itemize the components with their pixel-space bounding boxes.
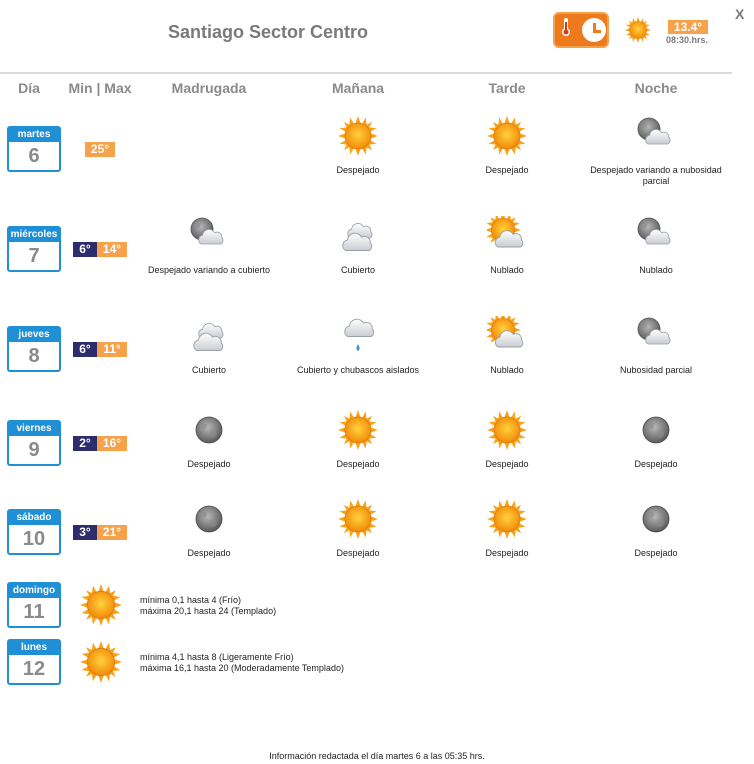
forecast-cell-tarde [437, 316, 577, 376]
calendar-day [7, 639, 61, 685]
forecast-label: Nublado [490, 265, 524, 275]
col-header-noche: Noche [634, 80, 678, 96]
day-name: martes [9, 128, 59, 142]
cloud-icon [338, 216, 378, 256]
min-temp: 2° [73, 436, 97, 451]
forecast-cell-noche [586, 316, 726, 376]
day-name: domingo [9, 584, 59, 598]
calendar-day [7, 420, 61, 466]
forecast-label: Despejado [485, 165, 529, 175]
cloud-icon [189, 316, 229, 356]
forecast-label: Cubierto y chubascos aislados [296, 365, 420, 375]
min-max-badge [73, 525, 127, 540]
sun-icon [625, 17, 651, 43]
sun-icon [487, 410, 527, 450]
calendar-day [7, 126, 61, 172]
current-temp-badge: 13.4° [668, 20, 708, 34]
min-max-badge [73, 242, 127, 257]
forecast-label: Despejado [336, 459, 380, 469]
forecast-cell-noche [586, 116, 726, 187]
min-temp: 6° [73, 342, 97, 357]
forecast-cell-manana [288, 116, 428, 176]
extended-summary [140, 652, 344, 674]
forecast-cell-madrugada [139, 316, 279, 376]
thermometer-clock-icon [553, 12, 609, 48]
moon-cloud-icon [636, 216, 676, 256]
day-number: 11 [23, 601, 45, 623]
max-temp: 11° [97, 342, 127, 357]
clock-icon [582, 18, 606, 42]
forecast-cell-madrugada [139, 410, 279, 470]
forecast-label: Despejado [336, 548, 380, 558]
forecast-label: Despejado [485, 548, 529, 558]
day-number: 9 [28, 439, 40, 461]
max-temp: 21° [97, 525, 127, 540]
extended-summary [140, 595, 276, 617]
moon-icon [189, 410, 229, 450]
day-name: miércoles [10, 229, 58, 240]
sun-icon [80, 641, 122, 683]
close-button[interactable]: X [735, 6, 745, 22]
forecast-label: Despejado [634, 548, 678, 558]
day-number: 7 [28, 245, 40, 267]
forecast-cell-noche [586, 216, 726, 276]
min-temp: 3° [73, 525, 97, 540]
forecast-label: Nublado [490, 365, 524, 375]
forecast-cell-tarde [437, 216, 577, 276]
page-title: Santiago Sector Centro [168, 22, 369, 42]
sun-icon [338, 116, 378, 156]
min-range-text: mínima 0,1 hasta 4 (Frío) [140, 595, 242, 605]
footer-note: Información redactada el día martes 6 a las 05:35 hrs. [269, 751, 485, 761]
sun-icon [487, 499, 527, 539]
forecast-label: Nublado [639, 265, 673, 275]
sun-icon [80, 584, 122, 626]
min-temp: 6° [73, 242, 97, 257]
min-max-badge [73, 342, 127, 357]
day-name: lunes [9, 641, 59, 655]
forecast-label: Despejado [187, 459, 231, 469]
forecast-cell-noche [586, 410, 726, 470]
moon-cloud-icon [636, 116, 676, 156]
current-time: 08:30.hrs. [666, 35, 709, 45]
day-number: 6 [28, 145, 40, 167]
col-header-day: Día [18, 80, 40, 96]
max-temp: 14° [97, 242, 127, 257]
day-name: jueves [9, 328, 59, 342]
forecast-cell-tarde [437, 410, 577, 470]
calendar-day [7, 226, 61, 272]
forecast-cell-manana [288, 499, 428, 559]
col-header-manana: Mañana [331, 80, 385, 96]
max-range-text: máxima 20,1 hasta 24 (Templado) [140, 606, 277, 616]
sun-cloud-icon [487, 216, 527, 256]
forecast-label: Despejado variando a nubosidad parcial [590, 165, 722, 186]
forecast-cell-madrugada [139, 499, 279, 559]
forecast-label: Despejado [336, 165, 380, 175]
day-number: 10 [22, 528, 46, 550]
rain-cloud-icon [338, 316, 378, 356]
forecast-cell-manana [288, 216, 428, 276]
calendar-day [7, 326, 61, 372]
sun-icon [338, 410, 378, 450]
col-header-tarde: Tarde [488, 80, 526, 96]
forecast-cell-noche [586, 499, 726, 559]
sun-icon [487, 116, 527, 156]
forecast-label: Cubierto [191, 365, 227, 375]
col-header-minmax: Min | Max [68, 80, 132, 96]
moon-icon [636, 410, 676, 450]
max-range-text: máxima 16,1 hasta 20 (Moderadamente Templado) [140, 663, 344, 673]
calendar-day [7, 582, 61, 628]
day-name: viernes [9, 422, 59, 436]
moon-cloud-icon [636, 316, 676, 356]
forecast-cell-tarde [437, 116, 577, 176]
sun-icon [338, 499, 378, 539]
forecast-label: Despejado variando a cubierto [147, 265, 271, 275]
forecast-label: Despejado [634, 459, 678, 469]
forecast-cell-madrugada [139, 216, 279, 276]
min-range-text: mínima 4,1 hasta 8 (Ligeramente Frío) [140, 652, 294, 662]
col-header-madrugada: Madrugada [171, 80, 247, 96]
sun-cloud-icon [487, 316, 527, 356]
forecast-label: Despejado [485, 459, 529, 469]
forecast-cell-manana [288, 316, 428, 376]
day-number: 12 [22, 658, 46, 680]
forecast-cell-manana [288, 410, 428, 470]
moon-icon [189, 499, 229, 539]
min-max-badge [73, 436, 127, 451]
forecast-cell-tarde [437, 499, 577, 559]
forecast-label: Despejado [187, 548, 231, 558]
thermometer-icon [561, 17, 571, 37]
min-max-badge [85, 142, 115, 157]
day-name: sábado [9, 511, 59, 525]
forecast-label: Nubosidad parcial [619, 365, 693, 375]
max-temp: 16° [97, 436, 127, 451]
moon-cloud-icon [189, 216, 229, 256]
forecast-label: Cubierto [340, 265, 376, 275]
calendar-day [7, 509, 61, 555]
max-temp: 25° [85, 142, 115, 157]
day-number: 8 [28, 345, 40, 367]
divider [0, 72, 732, 74]
moon-icon [636, 499, 676, 539]
